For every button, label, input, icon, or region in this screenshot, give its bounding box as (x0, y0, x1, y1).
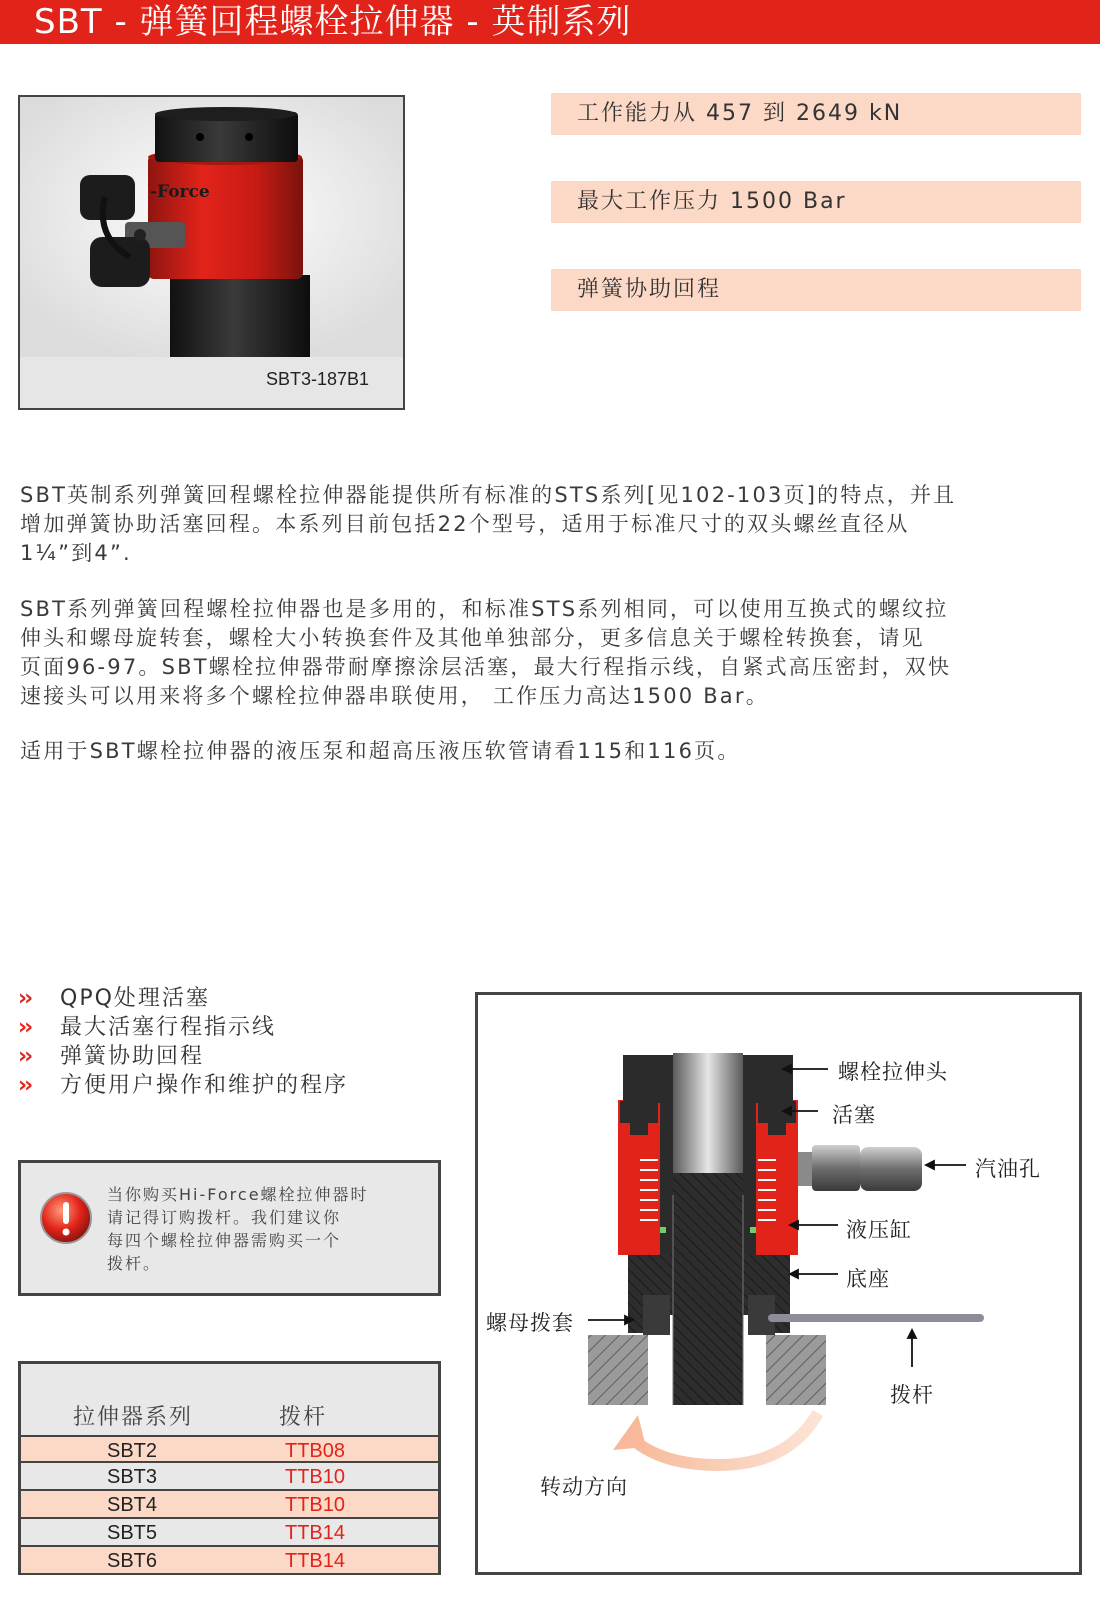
note-text (107, 1183, 417, 1275)
description-paragraph-1 (20, 481, 1082, 568)
spec-spring-return: 弹簧协助回程 (551, 269, 1081, 311)
chevron-right-icon: ›› (18, 1044, 31, 1069)
product-photo-frame (18, 95, 405, 410)
series-cell: SBT6 (107, 1550, 158, 1572)
description-line: 页面96-97。SBT螺栓拉伸器带耐摩擦涂层活塞，最大行程指示线，自紧式高压密封，双快 (20, 655, 952, 679)
spec-capacity: 工作能力从 457 到 2649 kN (551, 93, 1081, 135)
tommy-bar-table (18, 1361, 441, 1575)
table-row (21, 1547, 438, 1575)
product-model-caption: SBT3-187B1 (266, 369, 370, 389)
label-cylinder: 液压缸 (846, 1218, 912, 1242)
feature-text: 方便用户操作和维护的程序 (60, 1073, 349, 1098)
page-title: SBT - 弹簧回程螺栓拉伸器 - 英制系列 (34, 2, 632, 42)
table-body (21, 1435, 438, 1575)
description-line: 伸头和螺母旋转套，螺栓大小转换套件及其他单独部分，更多信息关于螺栓转换套，请见 (20, 626, 925, 650)
chevron-right-icon: ›› (18, 1073, 31, 1098)
feature-list (18, 984, 348, 1100)
series-cell: SBT4 (107, 1494, 158, 1516)
table-row (21, 1519, 438, 1547)
bolt-tensioner-photo (20, 97, 403, 357)
table-row (21, 1491, 438, 1519)
list-item (18, 984, 348, 1013)
svg-text:-Force: -Force (150, 182, 210, 202)
description-line: SBT系列弹簧回程螺栓拉伸器也是多用的，和标准STS系列相同，可以使用互换式的螺纹拉 (20, 597, 949, 621)
title-bar (0, 0, 1100, 44)
description-line: SBT英制系列弹簧回程螺栓拉伸器能提供所有标准的STS系列[见102-103页]的特点，并且 (20, 483, 957, 507)
list-item (18, 1042, 348, 1071)
note-line: 当你购买Hi-Force螺栓拉伸器时 (107, 1185, 369, 1204)
table-header-series: 拉伸器系列 (73, 1405, 194, 1430)
note-line: 拨杆。 (107, 1254, 162, 1273)
list-item (18, 1013, 348, 1042)
series-cell: SBT5 (107, 1522, 158, 1544)
list-item (18, 1071, 348, 1100)
description-paragraph-2 (20, 595, 1082, 711)
description-line: 1¼”到4”. (20, 541, 132, 565)
table-row (21, 1463, 438, 1491)
spec-max-pressure: 最大工作压力 1500 Bar (551, 181, 1081, 223)
table-header-bar: 拨杆 (279, 1405, 328, 1430)
exclamation-icon (39, 1191, 93, 1245)
label-piston: 活塞 (832, 1103, 876, 1127)
feature-text: 最大活塞行程指示线 (60, 1015, 277, 1040)
bar-cell: TTB10 (285, 1466, 346, 1488)
description-line: 增加弹簧协助活塞回程。本系列目前包括22个型号，适用于标准尺寸的双头螺丝直径从 (20, 512, 910, 536)
bar-cell: TTB08 (285, 1440, 346, 1462)
label-bolt-puller: 螺栓拉伸头 (838, 1060, 948, 1084)
bar-cell: TTB14 (285, 1550, 346, 1572)
description-line: 速接头可以用来将多个螺栓拉伸器串联使用， 工作压力高达1500 Bar。 (20, 684, 769, 708)
feature-text: QPQ处理活塞 (60, 986, 210, 1011)
label-nut-socket: 螺母拨套 (486, 1311, 574, 1335)
note-line: 请记得订购拨杆。我们建议你 (107, 1208, 342, 1227)
description-paragraph-3: 适用于SBT螺栓拉伸器的液压泵和超高压液压软管请看115和116页。 (20, 739, 741, 763)
chevron-right-icon: ›› (18, 986, 31, 1011)
series-cell: SBT3 (107, 1466, 158, 1488)
chevron-right-icon: ›› (18, 1015, 31, 1040)
series-cell: SBT2 (107, 1440, 158, 1462)
label-tommy-bar: 拨杆 (890, 1383, 934, 1407)
label-rotation-direction: 转动方向 (540, 1475, 628, 1499)
bar-cell: TTB10 (285, 1494, 346, 1516)
order-note (18, 1160, 441, 1296)
feature-text: 弹簧协助回程 (60, 1044, 205, 1069)
bar-cell: TTB14 (285, 1522, 346, 1544)
note-line: 每四个螺栓拉伸器需购买一个 (107, 1231, 342, 1250)
table-row (21, 1435, 438, 1463)
cross-section-diagram (475, 992, 1082, 1575)
label-oil-port: 汽油孔 (975, 1157, 1041, 1181)
label-base: 底座 (846, 1267, 890, 1291)
